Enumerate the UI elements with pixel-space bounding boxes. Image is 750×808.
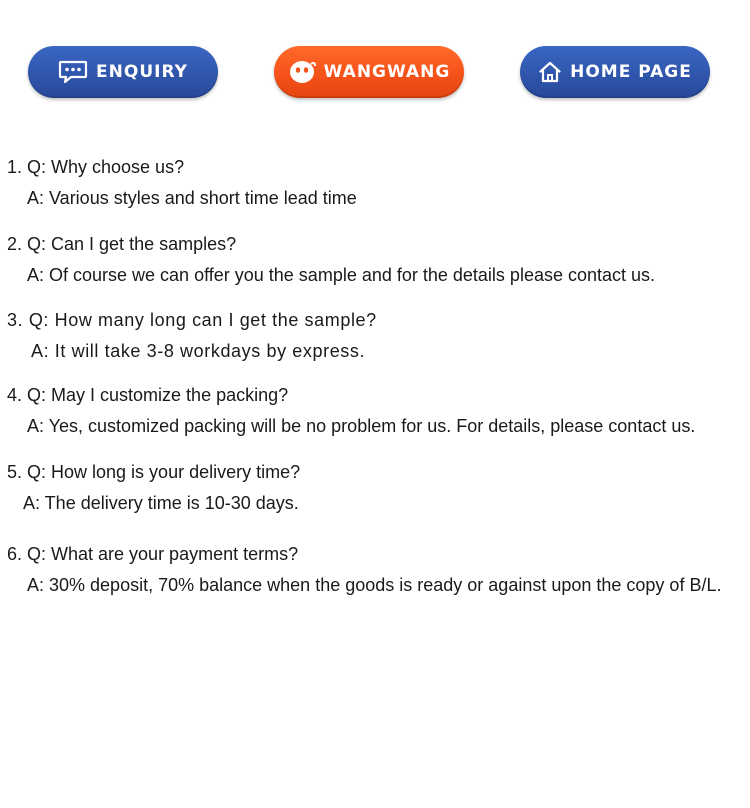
wangwang-label: WANGWANG: [323, 62, 451, 82]
faq-question-5: 5. Q: How long is your delivery time?: [7, 462, 301, 482]
enquiry-label: ENQUIRY: [96, 62, 188, 82]
faq-answer-3: A: It will take 3-8 workdays by express.: [31, 341, 366, 361]
faq-answer-2: A: Of course we can offer you the sample and for the details please contact us.: [27, 265, 656, 285]
faq-question-3: 3. Q: How many long can I get the sample?: [7, 310, 377, 330]
faq-question-1: 1. Q: Why choose us?: [7, 157, 185, 177]
faq-question-4: 4. Q: May I customize the packing?: [7, 385, 289, 405]
faq-answer-1: A: Various styles and short time lead time: [27, 188, 357, 208]
faq-question-2: 2. Q: Can I get the samples?: [7, 234, 237, 254]
faq-answer-4: A: Yes, customized packing will be no problem for us. For details, please contact us.: [27, 416, 696, 436]
wangwang-button[interactable]: [274, 46, 464, 98]
enquiry-button[interactable]: [28, 46, 218, 98]
faq-question-6: 6. Q: What are your payment terms?: [7, 544, 299, 564]
home-page-label: HOME PAGE: [570, 62, 692, 82]
chat-bubble-icon: [58, 59, 88, 85]
faq-answer-5: A: The delivery time is 10-30 days.: [23, 493, 299, 513]
home-icon: [538, 60, 562, 84]
wangwang-mascot-icon: [288, 59, 316, 85]
home-page-button[interactable]: [520, 46, 710, 98]
faq-answer-6: A: 30% deposit, 70% balance when the goods is ready or against upon the copy of B/L.: [27, 575, 722, 595]
